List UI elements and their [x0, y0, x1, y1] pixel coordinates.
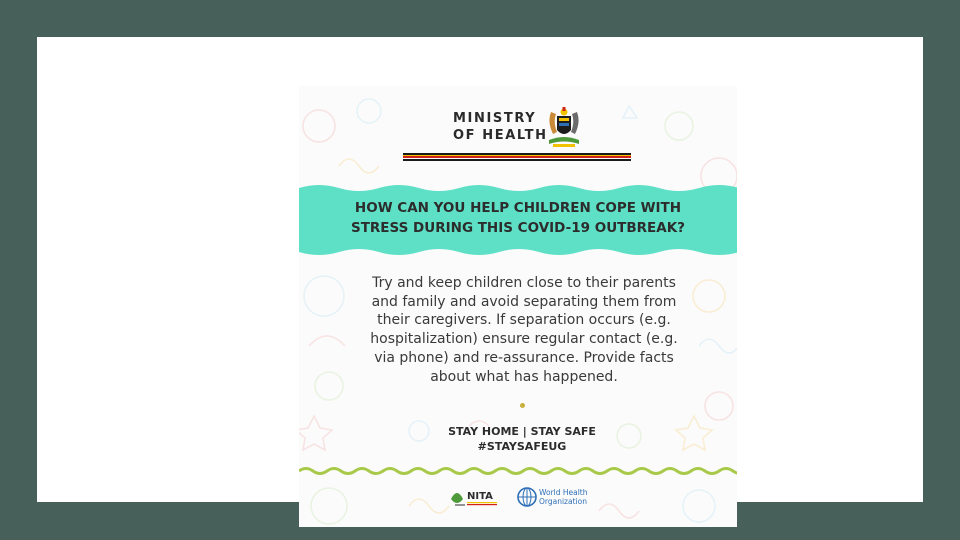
advice-line-5: via phone) and re-assurance. Provide facts — [374, 349, 674, 366]
nita-logo-text: NITA — [467, 491, 493, 502]
who-logo-line-1: World Health — [539, 488, 588, 497]
advice-line-3: their caregivers. If separation occurs (e.g. — [377, 312, 671, 329]
headline-line-1: HOW CAN YOU HELP CHILDREN COPE WITH — [354, 200, 682, 216]
headline — [299, 198, 737, 238]
separator-dot — [520, 403, 525, 408]
ministry-header — [299, 106, 737, 156]
nita-logo-icon — [449, 485, 501, 509]
who-emblem-icon — [517, 485, 589, 509]
ministry-line-1: MINISTRY — [453, 111, 537, 126]
advice-line-1: Try and keep children close to their parents — [372, 275, 676, 291]
ministry-name — [453, 110, 548, 144]
wave-divider — [299, 466, 737, 476]
poster — [299, 86, 737, 527]
ministry-line-2: OF HEALTH — [453, 128, 548, 143]
headline-line-2: STRESS DURING THIS COVID-19 OUTBREAK? — [350, 220, 686, 236]
advice-line-2: and family and avoid separating them from — [371, 293, 677, 310]
tagline-line-1: STAY HOME | STAY SAFE — [448, 425, 596, 438]
tagline — [299, 424, 737, 454]
headline-banner — [299, 182, 737, 258]
uganda-coat-of-arms-icon — [543, 106, 585, 150]
tagline-hashtag: #STAYSAFEUG — [477, 440, 567, 453]
advice-line-6: about what has happened. — [430, 368, 618, 385]
who-logo-line-2: Organization — [539, 497, 587, 506]
advice-text — [329, 274, 719, 386]
uganda-flag-stripe — [403, 153, 631, 161]
slide — [37, 37, 923, 506]
partner-logos — [449, 485, 599, 509]
advice-line-4: hospitalization) ensure regular contact (e.g. — [370, 331, 678, 348]
